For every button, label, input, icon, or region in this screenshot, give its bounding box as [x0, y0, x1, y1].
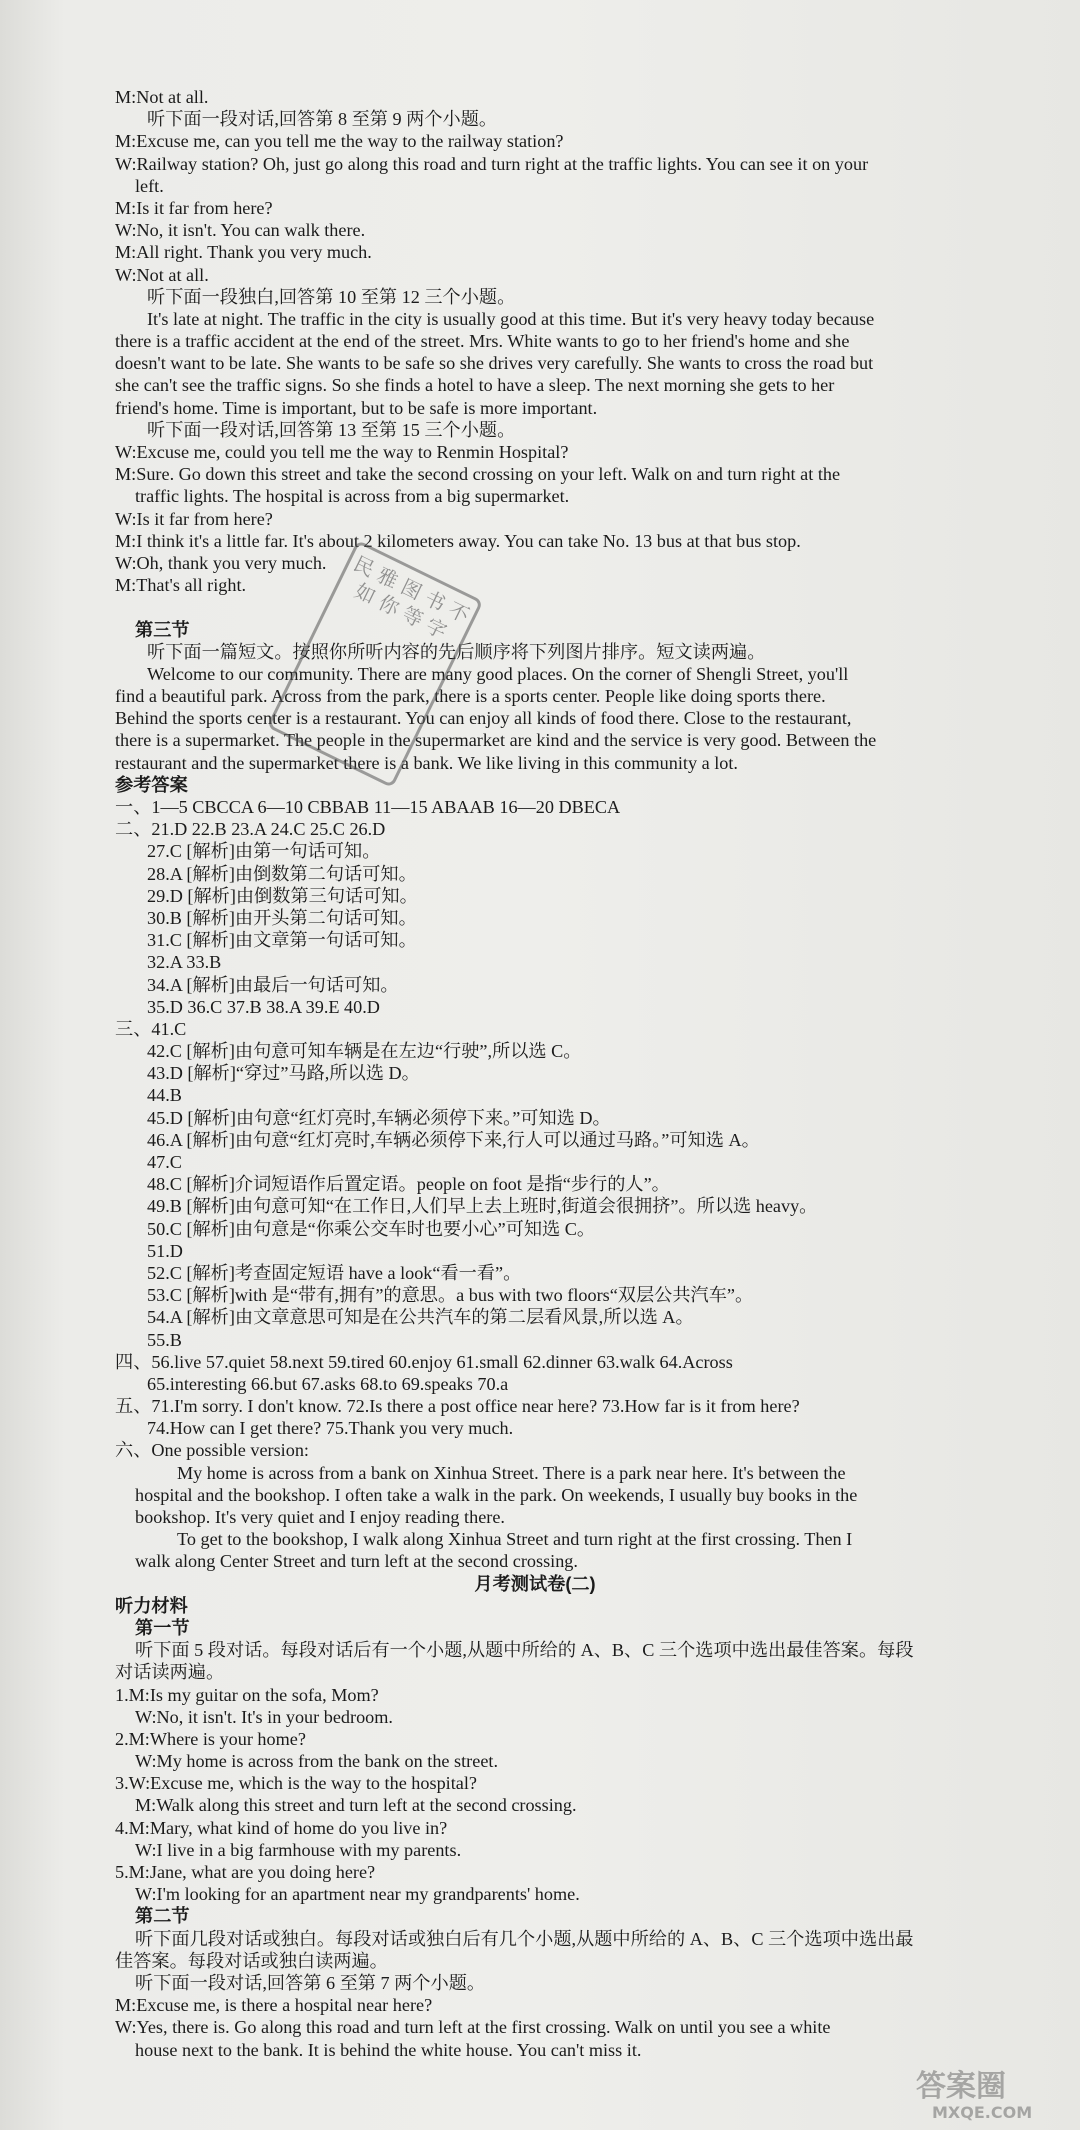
- text-line: 1.M:Is my guitar on the sofa, Mom?: [115, 1684, 379, 1705]
- text-line: 29.D [解析]由倒数第三句话可知。: [147, 885, 418, 906]
- stamp-text: 民 雅 图 书 不 如 你 等 字: [349, 551, 474, 644]
- text-line: 50.C [解析]由句意是“你乘公交车时也要小心”可知选 C。: [147, 1218, 596, 1239]
- text-line: 听下面一段对话,回答第 13 至第 15 三个小题。: [147, 419, 516, 440]
- text-line: W:Not at all.: [115, 264, 209, 285]
- text-line: M:Is it far from here?: [115, 197, 273, 218]
- text-line: 听下面一段对话,回答第 6 至第 7 两个小题。: [135, 1972, 486, 1993]
- text-line: M:That's all right.: [115, 575, 247, 596]
- text-line: M:I think it's a little far. It's about 2 kilometers away. You can take No. 13 bus at that bus stop.: [115, 530, 801, 551]
- answer-key-text-column: [115, 86, 955, 2061]
- text-line: 48.C [解析]介词短语作后置定语。people on foot 是指“步行的人”。: [147, 1174, 670, 1195]
- text-line: there is a traffic accident at the end of the street. Mrs. White wants to go to her friend's home and she: [115, 331, 850, 352]
- section-heading: 月考测试卷(二): [474, 1573, 596, 1594]
- text-line: 31.C [解析]由文章第一句话可知。: [147, 930, 417, 951]
- text-line: 四、56.live 57.quiet 58.next 59.tired 60.enjoy 61.small 62.dinner 63.walk 64.Across: [115, 1351, 733, 1372]
- text-line: 3.W:Excuse me, which is the way to the hospital?: [115, 1773, 477, 1794]
- text-line: hospital and the bookshop. I often take a walk in the park. On weekends, I usually buy books in the: [135, 1484, 858, 1505]
- section-heading: 参考答案: [115, 774, 188, 795]
- text-line: she can't see the traffic signs. So she finds a hotel to have a sleep. The next morning she gets to her: [115, 375, 835, 396]
- text-line: 一、1—5 CBCCA 6—10 CBBAB 11—15 ABAAB 16—20 DBECA: [115, 797, 621, 817]
- text-line: 65.interesting 66.but 67.asks 68.to 69.speaks 70.a: [147, 1373, 509, 1394]
- text-line: 对话读两遍。: [115, 1662, 225, 1683]
- text-line: 32.A 33.B: [147, 952, 222, 973]
- text-line: W:No, it isn't. It's in your bedroom.: [135, 1706, 393, 1727]
- text-line: W:Yes, there is. Go along this road and turn left at the first crossing. Walk on until you see a white: [115, 2017, 831, 2038]
- text-line: 五、71.I'm sorry. I don't know. 72.Is there a post office near here? 73.How far is it from here?: [115, 1396, 800, 1417]
- text-line: restaurant and the supermarket there is a bank. We like living in this community a lot.: [115, 752, 738, 773]
- text-line: 30.B [解析]由开头第二句话可知。: [147, 907, 417, 928]
- text-line: 4.M:Mary, what kind of home do you live in?: [115, 1817, 448, 1838]
- text-line: walk along Center Street and turn left at the second crossing.: [135, 1551, 578, 1572]
- text-line: W:No, it isn't. You can walk there.: [115, 220, 366, 241]
- text-line: 49.B [解析]由句意可知“在工作日,人们早上去上班时,街道会很拥挤”。所以选 heavy。: [147, 1196, 818, 1217]
- text-line: My home is across from a bank on Xinhua Street. There is a park near here. It's between the: [177, 1462, 846, 1483]
- text-line: traffic lights. The hospital is across from a big supermarket.: [135, 486, 570, 507]
- text-line: 46.A [解析]由句意“红灯亮时,车辆必须停下来,行人可以通过马路。”可知选 A。: [147, 1129, 760, 1150]
- text-line: 5.M:Jane, what are you doing here?: [115, 1862, 376, 1882]
- text-line: 42.C [解析]由句意可知车辆是在左边“行驶”,所以选 C。: [147, 1041, 582, 1062]
- watermark-line1: 答案圈: [916, 2069, 1006, 2104]
- text-line: 27.C [解析]由第一句话可知。: [147, 841, 381, 862]
- text-line: 佳答案。每段对话或独白读两遍。: [115, 1950, 388, 1971]
- text-line: 74.How can I get there? 75.Thank you very much.: [147, 1418, 514, 1439]
- text-line: W:Is it far from here?: [115, 508, 273, 529]
- watermark-logo: [910, 2064, 1070, 2124]
- section-heading: 第三节: [135, 619, 190, 640]
- text-line: 2.M:Where is your home?: [115, 1728, 306, 1749]
- text-line: M:Walk along this street and turn left at the second crossing.: [135, 1795, 577, 1816]
- text-line: 53.C [解析]with 是“带有,拥有”的意思。a bus with two floors“双层公共汽车”。: [147, 1285, 754, 1306]
- text-line: 二、21.D 22.B 23.A 24.C 25.C 26.D: [115, 819, 386, 840]
- text-line: [115, 596, 955, 618]
- text-line: 听下面一段对话,回答第 8 至第 9 两个小题。: [147, 109, 498, 130]
- text-line: 听下面 5 段对话。每段对话后有一个小题,从题中所给的 A、B、C 三个选项中选出最佳答案。每段: [135, 1640, 914, 1661]
- text-line: friend's home. Time is important, but to be safe is more important.: [115, 397, 598, 418]
- text-line: W:Excuse me, could you tell me the way to Renmin Hospital?: [115, 442, 569, 462]
- text-line: doesn't want to be late. She wants to be safe so she drives very carefully. She wants to cross the road but: [115, 353, 874, 374]
- text-line: 45.D [解析]由句意“红灯亮时,车辆必须停下来。”可知选 D。: [147, 1107, 611, 1128]
- watermark-line2: MXQE.COM: [932, 2103, 1033, 2122]
- text-line: W:My home is across from the bank on the street.: [135, 1751, 498, 1772]
- text-line: 52.C [解析]考查固定短语 have a look“看一看”。: [147, 1262, 522, 1283]
- text-line: house next to the bank. It is behind the white house. You can't miss it.: [135, 2039, 642, 2060]
- text-line: left.: [135, 175, 164, 196]
- text-line: 47.C: [147, 1152, 182, 1172]
- text-line: M:All right. Thank you very much.: [115, 242, 372, 263]
- text-line: 51.D: [147, 1240, 183, 1261]
- text-line: 听下面一篇短文。按照你所听内容的先后顺序将下列图片排序。短文读两遍。: [147, 641, 766, 662]
- text-line: W:Oh, thank you very much.: [115, 552, 327, 573]
- text-line: 六、One possible version:: [115, 1440, 309, 1461]
- text-line: 55.B: [147, 1329, 182, 1350]
- text-line: 34.A [解析]由最后一句话可知。: [147, 974, 399, 995]
- text-line: W:I live in a big farmhouse with my parents.: [135, 1839, 462, 1860]
- text-line: M:Not at all.: [115, 87, 209, 107]
- text-line: 43.D [解析]“穿过”马路,所以选 D。: [147, 1063, 420, 1084]
- text-line: bookshop. It's very quiet and I enjoy reading there.: [135, 1507, 505, 1527]
- text-line: 28.A [解析]由倒数第二句话可知。: [147, 863, 417, 884]
- text-line: 三、41.C: [115, 1018, 187, 1039]
- section-heading: 听力材料: [115, 1595, 188, 1616]
- text-line: M:Sure. Go down this street and take the second crossing on your left. Walk on and turn right at the: [115, 464, 841, 485]
- text-line: It's late at night. The traffic in the city is usually good at this time. But it's very heavy today because: [147, 308, 875, 329]
- text-line: Behind the sports center is a restaurant. You can enjoy all kinds of food there. Close to the restaurant,: [115, 708, 852, 729]
- text-line: M:Excuse me, is there a hospital near here?: [115, 1995, 433, 2016]
- text-line: W:I'm looking for an apartment near my grandparents' home.: [135, 1884, 580, 1905]
- text-line: 听下面一段独白,回答第 10 至第 12 三个小题。: [147, 286, 516, 307]
- section-heading: 第二节: [135, 1906, 190, 1927]
- text-line: 54.A [解析]由文章意思可知是在公共汽车的第二层看风景,所以选 A。: [147, 1307, 694, 1328]
- text-line: M:Excuse me, can you tell me the way to the railway station?: [115, 131, 564, 152]
- text-line: there is a supermarket. The people in the supermarket are kind and the service is very good. Between the: [115, 730, 877, 751]
- text-line: 44.B: [147, 1085, 182, 1106]
- section-heading: 第一节: [135, 1617, 190, 1638]
- text-line: find a beautiful park. Across from the park, there is a sports center. People like doing sports there.: [115, 686, 826, 707]
- text-line: 听下面几段对话或独白。每段对话或独白后有几个小题,从题中所给的 A、B、C 三个选项中选出最: [135, 1928, 914, 1949]
- text-line: W:Railway station? Oh, just go along this road and turn right at the traffic lights. You can see it on your: [115, 153, 869, 174]
- text-line: Welcome to our community. There are many good places. On the corner of Shengli Street, you'll: [147, 663, 849, 684]
- text-line: 35.D 36.C 37.B 38.A 39.E 40.D: [147, 996, 380, 1017]
- text-line: To get to the bookshop, I walk along Xinhua Street and turn right at the first crossing. Then I: [177, 1529, 853, 1550]
